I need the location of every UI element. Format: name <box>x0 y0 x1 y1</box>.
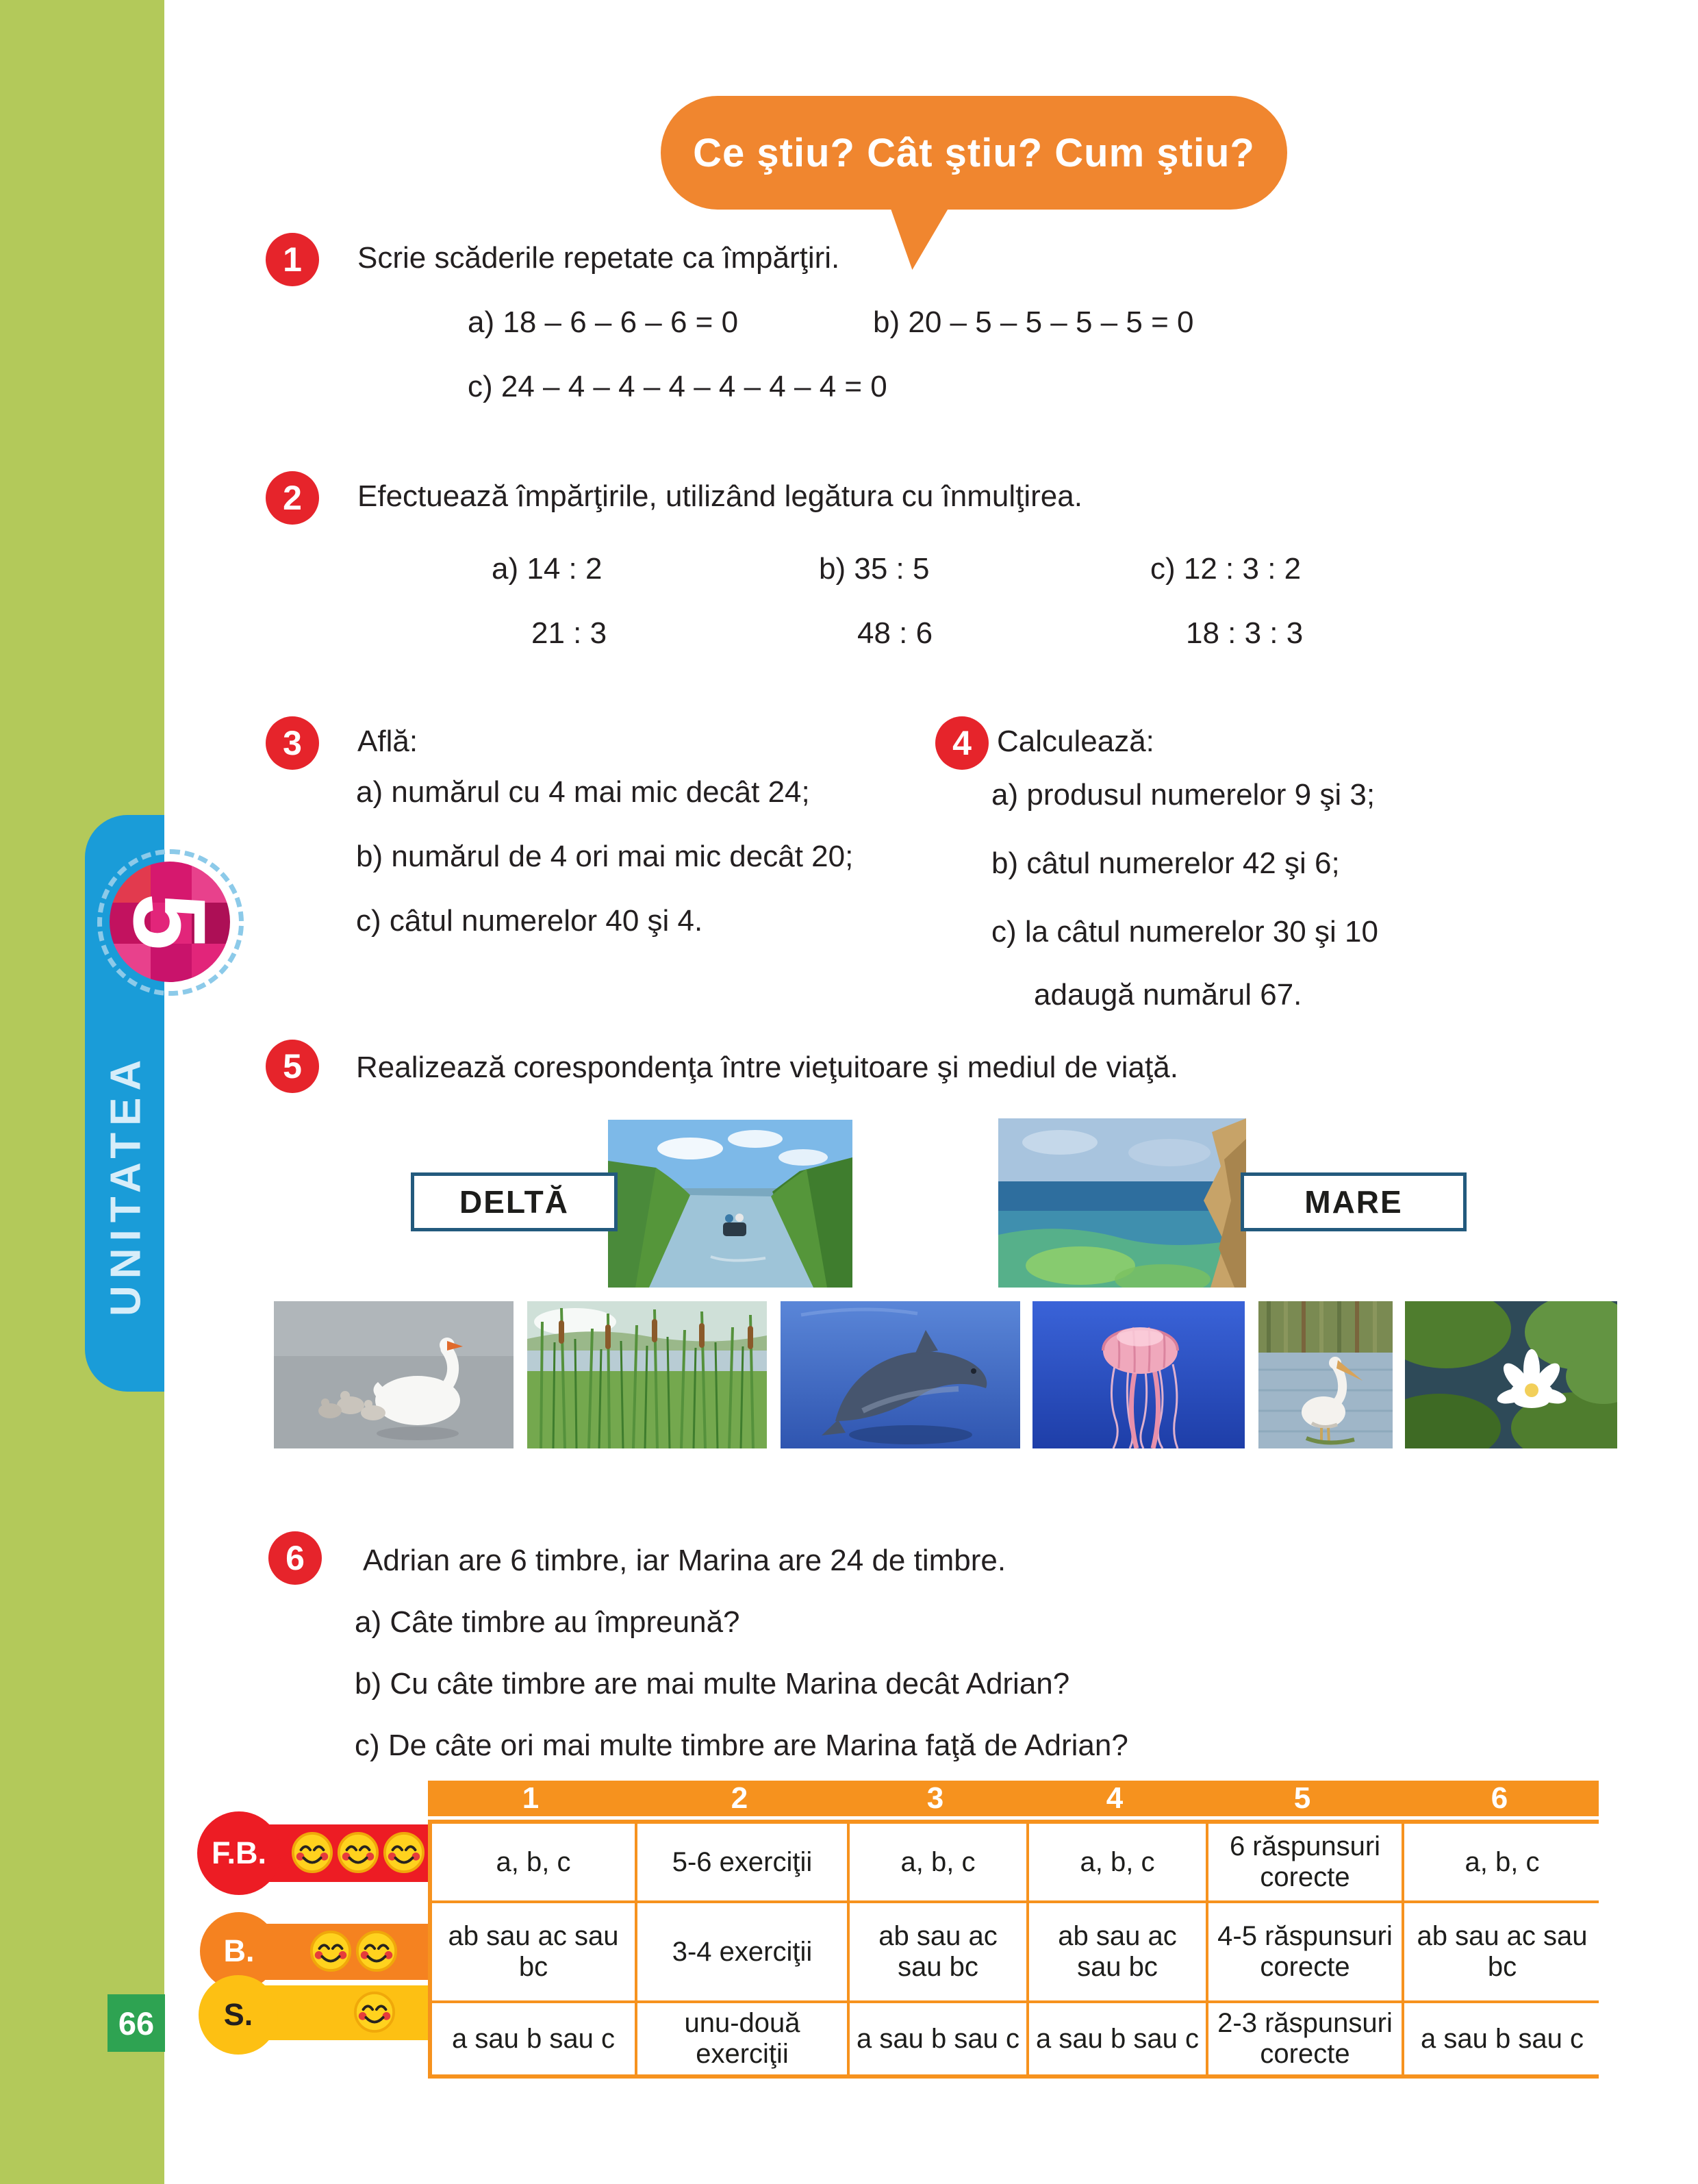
exercise-3-item-a: a) numărul cu 4 mai mic decât 24; <box>356 775 810 809</box>
exercise-2-item-a2: 21 : 3 <box>531 616 607 650</box>
rubric-cell: ab sau ac sau bc <box>432 1903 635 2000</box>
unit-label: UNITATEA <box>102 1053 150 1317</box>
exercise-1-title: Scrie scăderile repetate ca împărţiri. <box>357 241 840 275</box>
smiley-face-icon <box>337 1831 379 1874</box>
exercise-1-badge: 1 <box>266 233 319 286</box>
exercise-2-item-b1: b) 35 : 5 <box>819 552 930 586</box>
photo-reeds <box>527 1301 767 1448</box>
exercise-2-title: Efectuează împărţirile, utilizând legătura cu înmulţirea. <box>357 479 1082 513</box>
rubric-cell: 4-5 răspunsuri corecte <box>1208 1903 1402 2000</box>
rubric-cell: a, b, c <box>432 1824 635 1900</box>
rubric-emojis-fb <box>291 1831 425 1874</box>
exercise-2-item-c1: c) 12 : 3 : 2 <box>1150 552 1302 586</box>
exercise-1-item-a: a) 18 – 6 – 6 – 6 = 0 <box>468 305 739 339</box>
photo-jellyfish <box>1032 1301 1245 1448</box>
exercise-3-item-b: b) numărul de 4 ori mai mic decât 20; <box>356 840 854 873</box>
smiley-face-icon <box>291 1831 333 1874</box>
rubric-row-label-fb: F.B. <box>197 1811 281 1895</box>
rubric-row-label-s: S. <box>199 1975 278 2055</box>
rubric-header-1: 1 <box>522 1781 540 1815</box>
exercise-4-item-c-cont: adaugă numărul 67. <box>1034 978 1302 1012</box>
exercise-4-item-c: c) la câtul numerelor 30 şi 10 <box>991 915 1378 949</box>
exercise-6-item-b: b) Cu câte timbre are mai multe Marina decât Adrian? <box>355 1667 1070 1700</box>
exercise-6-title: Adrian are 6 timbre, iar Marina are 24 de timbre. <box>363 1544 1006 1577</box>
photo-swan-with-cygnets <box>274 1301 514 1448</box>
exercise-3-badge: 3 <box>266 716 319 770</box>
rubric-cell: a sau b sau c <box>432 2003 635 2074</box>
rubric-cell: a sau b sau c <box>1029 2003 1206 2074</box>
photo-water-lily <box>1405 1301 1617 1448</box>
speech-bubble-tail-icon <box>886 203 952 270</box>
exercise-2-item-b2: 48 : 6 <box>857 616 933 650</box>
page-title: Ce ştiu? Cât ştiu? Cum ştiu? <box>693 130 1255 175</box>
smiley-face-icon <box>355 1930 398 1972</box>
exercise-4-item-b: b) câtul numerelor 42 şi 6; <box>991 846 1340 880</box>
rubric-cell: 6 răspunsuri corecte <box>1208 1824 1402 1900</box>
dashed-ring-icon <box>97 849 244 996</box>
rubric-header-5: 5 <box>1293 1781 1311 1815</box>
unit-number-badge <box>110 862 230 982</box>
photo-sea-shore <box>998 1118 1246 1288</box>
photo-pelican <box>1258 1301 1393 1448</box>
rubric-header-row <box>428 1781 1599 1816</box>
exercise-4-title: Calculează: <box>997 725 1154 758</box>
rubric-cell: 5-6 exerciţii <box>637 1824 847 1900</box>
page-number: 66 <box>107 1994 165 2052</box>
exercise-2-item-c2: 18 : 3 : 3 <box>1186 616 1304 650</box>
photo-delta-channel <box>608 1120 852 1288</box>
photo-dolphin <box>781 1301 1020 1448</box>
rubric-row-label-b: B. <box>200 1912 278 1990</box>
exercise-1-item-b: b) 20 – 5 – 5 – 5 – 5 = 0 <box>873 305 1194 339</box>
exercise-4-badge: 4 <box>935 716 989 770</box>
rubric-cell: a, b, c <box>850 1824 1026 1900</box>
exercise-2-badge: 2 <box>266 471 319 525</box>
exercise-3-title: Află: <box>357 725 418 758</box>
rubric-cell: 3-4 exerciţii <box>637 1903 847 2000</box>
rubric-cell: unu-două exerciţii <box>637 2003 847 2074</box>
smiley-face-icon <box>309 1930 352 1972</box>
exercise-6-badge: 6 <box>268 1531 322 1585</box>
rubric-cell: ab sau ac sau bc <box>850 1903 1026 2000</box>
habitat-label-mare: MARE <box>1241 1172 1467 1231</box>
rubric-cell: ab sau ac sau bc <box>1029 1903 1206 2000</box>
smiley-face-icon <box>383 1831 425 1874</box>
habitat-label-delta: DELTĂ <box>411 1172 618 1231</box>
rubric-cell: ab sau ac sau bc <box>1404 1903 1600 2000</box>
rubric-header-3: 3 <box>926 1781 944 1815</box>
exercise-3-item-c: c) câtul numerelor 40 şi 4. <box>356 904 703 938</box>
exercise-1-item-c: c) 24 – 4 – 4 – 4 – 4 – 4 – 4 = 0 <box>468 370 887 403</box>
exercise-6-item-c: c) De câte ori mai multe timbre are Marina faţă de Adrian? <box>355 1729 1128 1762</box>
unit-number: 5 <box>112 893 227 951</box>
rubric-cell: a sau b sau c <box>1404 2003 1600 2074</box>
rubric-body <box>428 1820 1599 2079</box>
exercise-4-item-a: a) produsul numerelor 9 şi 3; <box>991 778 1376 812</box>
exercise-5-title: Realizează corespondenţa între vieţuitoare şi mediul de viaţă. <box>356 1051 1178 1084</box>
exercise-5-badge: 5 <box>266 1040 319 1093</box>
rubric-table <box>428 1781 1599 2079</box>
rubric-header-6: 6 <box>1491 1781 1508 1815</box>
exercise-2-item-a1: a) 14 : 2 <box>492 552 603 586</box>
rubric-cell: 2-3 răspunsuri corecte <box>1208 2003 1402 2074</box>
rubric-emojis-s <box>353 1991 396 2033</box>
rubric-cell: a, b, c <box>1404 1824 1600 1900</box>
rubric-cell: a sau b sau c <box>850 2003 1026 2074</box>
exercise-6-item-a: a) Câte timbre au împreună? <box>355 1605 740 1639</box>
rubric-header-2: 2 <box>731 1781 748 1815</box>
rubric-emojis-b <box>309 1930 398 1972</box>
smiley-face-icon <box>353 1991 396 2033</box>
rubric-header-4: 4 <box>1106 1781 1124 1815</box>
rubric-cell: a, b, c <box>1029 1824 1206 1900</box>
title-speech-bubble <box>661 96 1287 210</box>
